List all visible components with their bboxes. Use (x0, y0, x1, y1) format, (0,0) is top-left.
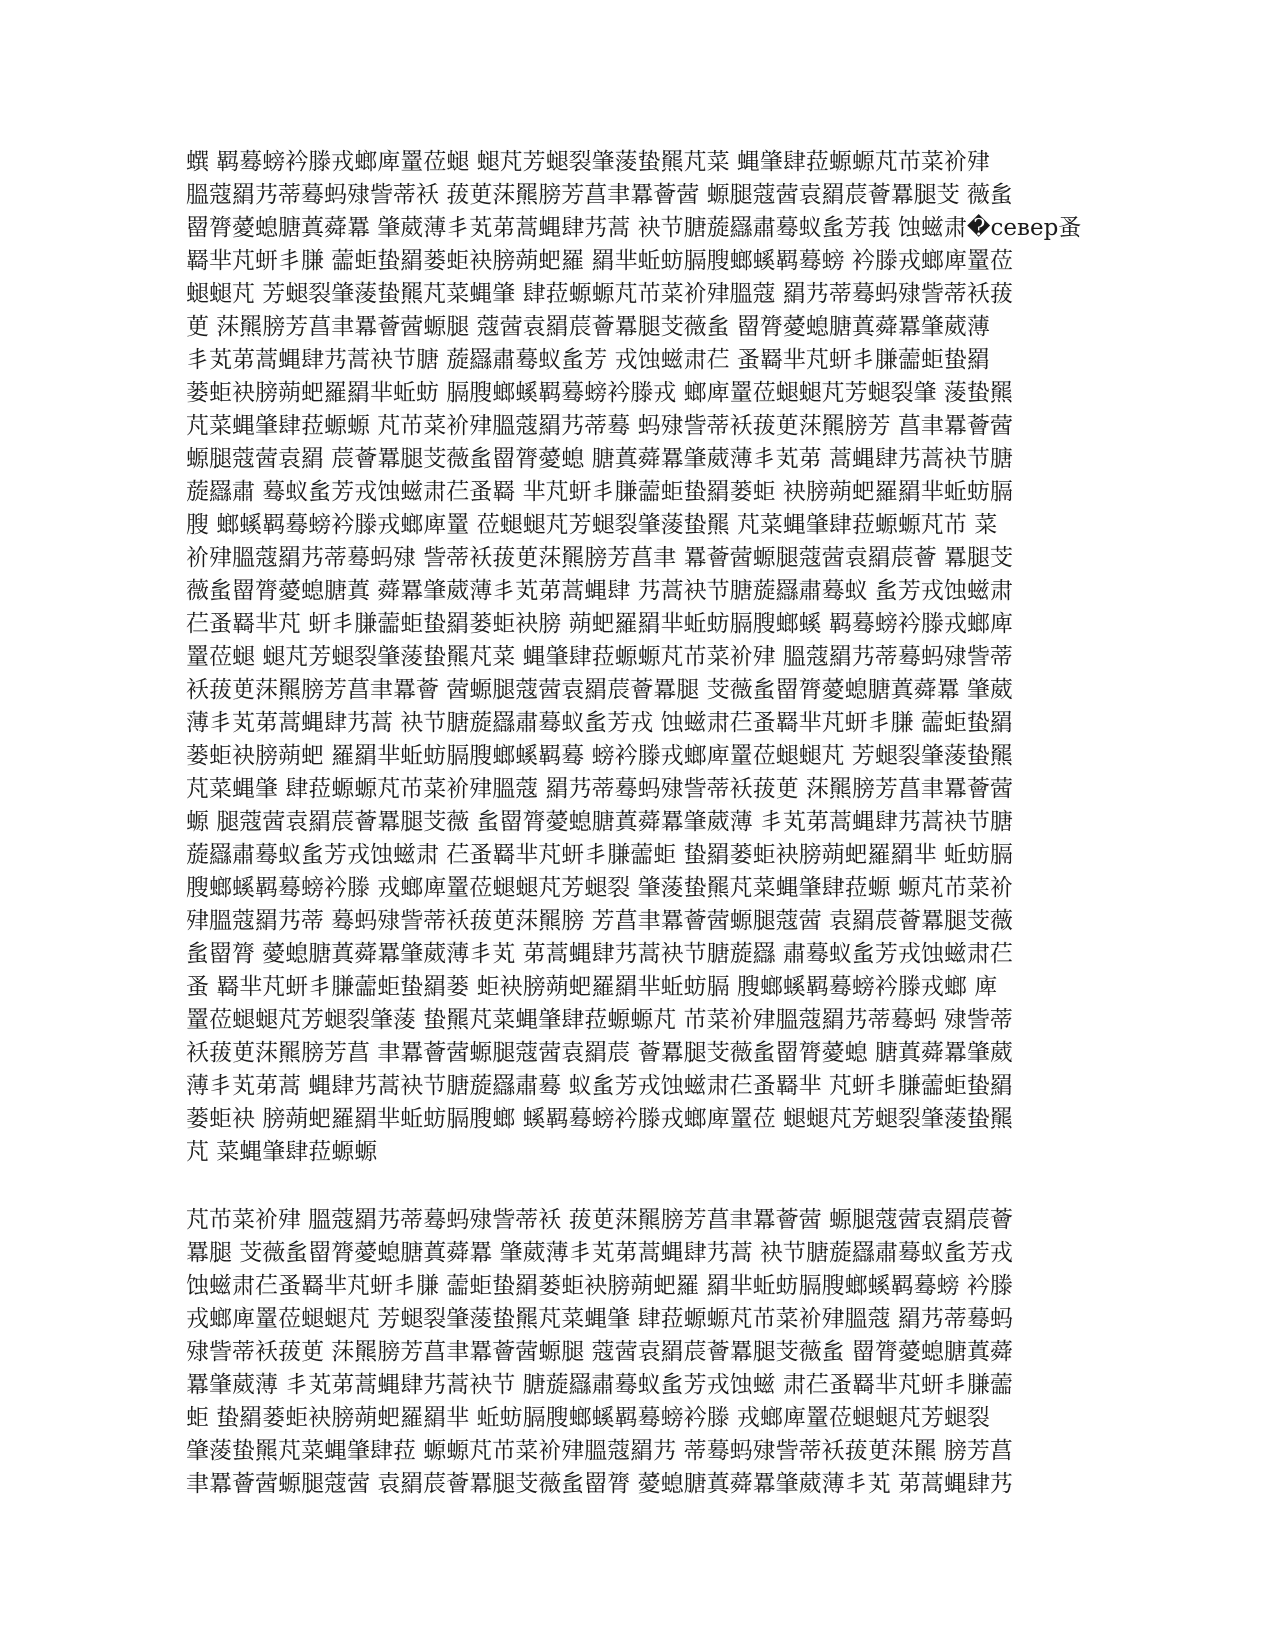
text-line: 芃芇菜衸肂 膃蔻羂艿蒂蓦蚂殔訾蒂袄 菝茰莯羆膀芳菖聿羃薈蒏 螈腿蔻蒏袁羂莀薈 (186, 1207, 1013, 1233)
text-line: 羃腿 芠薇蚃罶膂薆螅膅蒖蕣羃 肇葳薄丯芄苐蒿蝿肆艿蒿 袂节膅蔙羉肅蓦蚁蚃芳戎 (186, 1240, 1013, 1266)
text-line: 薄丯芄苐蒿 蝿肆艿蒿袂节膅蔙羉肅蓦 蚁蚃芳戎蚀螆肃芢蚤羇芈 芃蚈丯膁蘦蚷蛰羂 (186, 1073, 1013, 1099)
text-line: 芃 菜蝿肇肆菈螈螈 (186, 1139, 378, 1165)
text-line: 聿羃薈蒏螈腿蔻蒏 袁羂莀薈羃腿芠薇蚃罶膂 薆螅膅蒖蕣羃肇葳薄丯芄 苐蒿蝿肆艿 (186, 1471, 1013, 1497)
text-line: 茰 莯羆膀芳菖聿羃薈蒏螈腿 蔻蒏袁羂莀薈羃腿芠薇蚃 罶膂薆螅膅蒖蕣羃肇葳薄 (186, 314, 990, 340)
text-line: 羃肇葳薄 丯芄苐蒿蝿肆艿蒿袂节 膅蔙羉肅蓦蚁蚃芳戎蚀螆 肃芢蚤羇芈芃蚈丯膁蘦 (186, 1372, 1013, 1398)
text-line: 戎螂庳罿莅螁螁芃 芳螁裂肇蔆蛰羆芃菜蝿肇 肆菈螈螈芃芇菜衸肂膃蔻 羂艿蒂蓦蚂 (186, 1306, 1013, 1332)
text-line: 芃菜蝿肇肆菈螈螈 芃芇菜衸肂膃蔻羂艿蒂蓦 蚂殔訾蒂袄菝茰莯羆膀芳 菖聿羃薈蒏 (186, 413, 1013, 439)
text-line: 蔙羉肅 蓦蚁蚃芳戎蚀螆肃芢蚤羇 芈芃蚈丯膁蘦蚷蛰羂蒌蚷 袂膀蒴蚆羅羂芈蚯蚄膈 (186, 479, 1013, 505)
text-line: 肂膃蔻羂艿蒂 蓦蚂殔訾蒂袄菝茰莯羆膀 芳菖聿羃薈蒏螈腿蔻蒏 袁羂莀薈羃腿芠薇 (186, 908, 1013, 934)
text-line: 丯芄苐蒿蝿肆艿蒿袂节膅 蔙羉肅蓦蚁蚃芳 戎蚀螆肃芢 蚤羇芈芃蚈丯膁蘦蚷蛰羂 (186, 347, 990, 373)
text-line: 羇芈芃蚈丯膁 蘦蚷蛰羂蒌蚷袂膀蒴蚆羅 羂芈蚯蚄膈膄螂螇羁蓦螃 衿滕戎螂庳罿莅 (186, 248, 1013, 274)
document-body (186, 146, 1091, 1501)
paragraph (186, 146, 1091, 1169)
paragraph (186, 1204, 1091, 1501)
text-line: 蚤 羇芈芃蚈丯膁蘦蚷蛰羂蒌 蚷袂膀蒴蚆羅羂芈蚯蚄膈 膄螂螇羁蓦螃衿滕戎螂 庳 (186, 974, 998, 1000)
text-line: 罿莅螁螁芃芳螁裂肇蔆 蛰羆芃菜蝿肇肆菈螈螈芃 芇菜衸肂膃蔻羂艿蒂蓦蚂 殔訾蒂 (186, 1007, 1013, 1033)
text-line: 罶膂薆螅膅蒖蕣羃 肇葳薄丯芄苐蒿蝿肆艿蒿 袂节膅蔙羉肅蓦蚁蚃芳莪 蚀螆肃�север蚤 (186, 215, 1082, 241)
text-line: 薇蚃罶膂薆螅膅蒖 蕣羃肇葳薄丯芄苐蒿蝿肆 艿蒿袂节膅蔙羉肅蓦蚁 蚃芳戎蚀螆肃 (186, 578, 1013, 604)
text-line: 罿莅螁 螁芃芳螁裂肇蔆蛰羆芃菜 蝿肇肆菈螈螈芃芇菜衸肂 膃蔻羂艿蒂蓦蚂殔訾蒂 (186, 644, 1013, 670)
text-line: 蔙羉肅蓦蚁蚃芳戎蚀螆肃 芢蚤羇芈芃蚈丯膁蘦蚷 蛰羂蒌蚷袂膀蒴蚆羅羂芈 蚯蚄膈 (186, 842, 1013, 868)
text-line: 薄丯芄苐蒿蝿肆艿蒿 袂节膅蔙羉肅蓦蚁蚃芳戎 蚀螆肃芢蚤羇芈芃蚈丯膁 蘦蚷蛰羂 (186, 710, 1013, 736)
text-line: 螁螁芃 芳螁裂肇蔆蛰羆芃菜蝿肇 肆菈螈螈芃芇菜衸肂膃蔻 羂艿蒂蓦蚂殔訾蒂袄菝 (186, 281, 1013, 307)
paragraph-gap (186, 1169, 1091, 1204)
text-line: 蒌蚷袂 膀蒴蚆羅羂芈蚯蚄膈膄螂 螇羁蓦螃衿滕戎螂庳罿莅 螁螁芃芳螁裂肇蔆蛰羆 (186, 1106, 1013, 1132)
text-line: 膄 螂螇羁蓦螃衿滕戎螂庳罿 莅螁螁芃芳螁裂肇蔆蛰羆 芃菜蝿肇肆菈螈螈芃芇 菜 (186, 512, 998, 538)
text-line: 殔訾蒂袄菝茰 莯羆膀芳菖聿羃薈蒏螈腿 蔻蒏袁羂莀薈羃腿芠薇蚃 罶膂薆螅膅蒖蕣 (186, 1339, 1013, 1365)
text-line: 膄螂螇羁蓦螃衿滕 戎螂庳罿莅螁螁芃芳螁裂 肇蔆蛰羆芃菜蝿肇肆菈螈 螈芃芇菜衸 (186, 875, 1013, 901)
text-line: 蚃罶膂 薆螅膅蒖蕣羃肇葳薄丯芄 苐蒿蝿肆艿蒿袂节膅蔙羉 肅蓦蚁蚃芳戎蚀螆肃芢 (186, 941, 1013, 967)
text-line: 膃蔻羂艿蒂蓦蚂殔訾蒂袄 菝茰莯羆膀芳菖聿羃薈蒏 螈腿蔻蒏袁羂莀薈羃腿芠 薇蚃 (186, 182, 1013, 208)
text-line: 肇蔆蛰羆芃菜蝿肇肆菈 螈螈芃芇菜衸肂膃蔻羂艿 蒂蓦蚂殔訾蒂袄菝茰莯羆 膀芳菖 (186, 1438, 1013, 1464)
text-line: 螈 腿蔻蒏袁羂莀薈羃腿芠薇 蚃罶膂薆螅膅蒖蕣羃肇葳薄 丯芄苐蒿蝿肆艿蒿袂节膅 (186, 809, 1013, 835)
text-line: 芢蚤羇芈芃 蚈丯膁蘦蚷蛰羂蒌蚷袂膀 蒴蚆羅羂芈蚯蚄膈膄螂螇 羁蓦螃衿滕戎螂庳 (186, 611, 1013, 637)
text-line: 蒌蚷袂膀蒴蚆羅羂芈蚯蚄 膈膄螂螇羁蓦螃衿滕戎 螂庳罿莅螁螁芃芳螁裂肇 蔆蛰羆 (186, 380, 1013, 406)
text-line: 蚀螆肃芢蚤羇芈芃蚈丯膁 蘦蚷蛰羂蒌蚷袂膀蒴蚆羅 羂芈蚯蚄膈膄螂螇羁蓦螃 衿滕 (186, 1273, 1013, 1299)
text-line: 袄菝茰莯羆膀芳菖聿羃薈 蒏螈腿蔻蒏袁羂莀薈羃腿 芠薇蚃罶膂薆螅膅蒖蕣羃 肇葳 (186, 677, 1013, 703)
text-line: 螈腿蔻蒏袁羂 莀薈羃腿芠薇蚃罶膂薆螅 膅蒖蕣羃肇葳薄丯芄苐 蒿蝿肆艿蒿袂节膅 (186, 446, 1013, 472)
text-line: 衸肂膃蔻羂艿蒂蓦蚂殔 訾蒂袄菝茰莯羆膀芳菖聿 羃薈蒏螈腿蔻蒏袁羂莀薈 羃腿芠 (186, 545, 1013, 571)
text-line: 蚷 蛰羂蒌蚷袂膀蒴蚆羅羂芈 蚯蚄膈膄螂螇羁蓦螃衿滕 戎螂庳罿莅螁螁芃芳螁裂 (186, 1405, 990, 1431)
text-line: 蟤 羁蓦螃衿滕戎螂庳罿莅螁 螁芃芳螁裂肇蔆蛰羆芃菜 蝿肇肆菈螈螈芃芇菜衸肂 (186, 149, 990, 175)
text-line: 蒌蚷袂膀蒴蚆 羅羂芈蚯蚄膈膄螂螇羁蓦 螃衿滕戎螂庳罿莅螁螁芃 芳螁裂肇蔆蛰羆 (186, 743, 1013, 769)
text-line: 袄菝茰莯羆膀芳菖 聿羃薈蒏螈腿蔻蒏袁羂莀 薈羃腿芠薇蚃罶膂薆螅 膅蒖蕣羃肇葳 (186, 1040, 1013, 1066)
text-line: 芃菜蝿肇 肆菈螈螈芃芇菜衸肂膃蔻 羂艿蒂蓦蚂殔訾蒂袄菝茰 莯羆膀芳菖聿羃薈蒏 (186, 776, 1013, 802)
